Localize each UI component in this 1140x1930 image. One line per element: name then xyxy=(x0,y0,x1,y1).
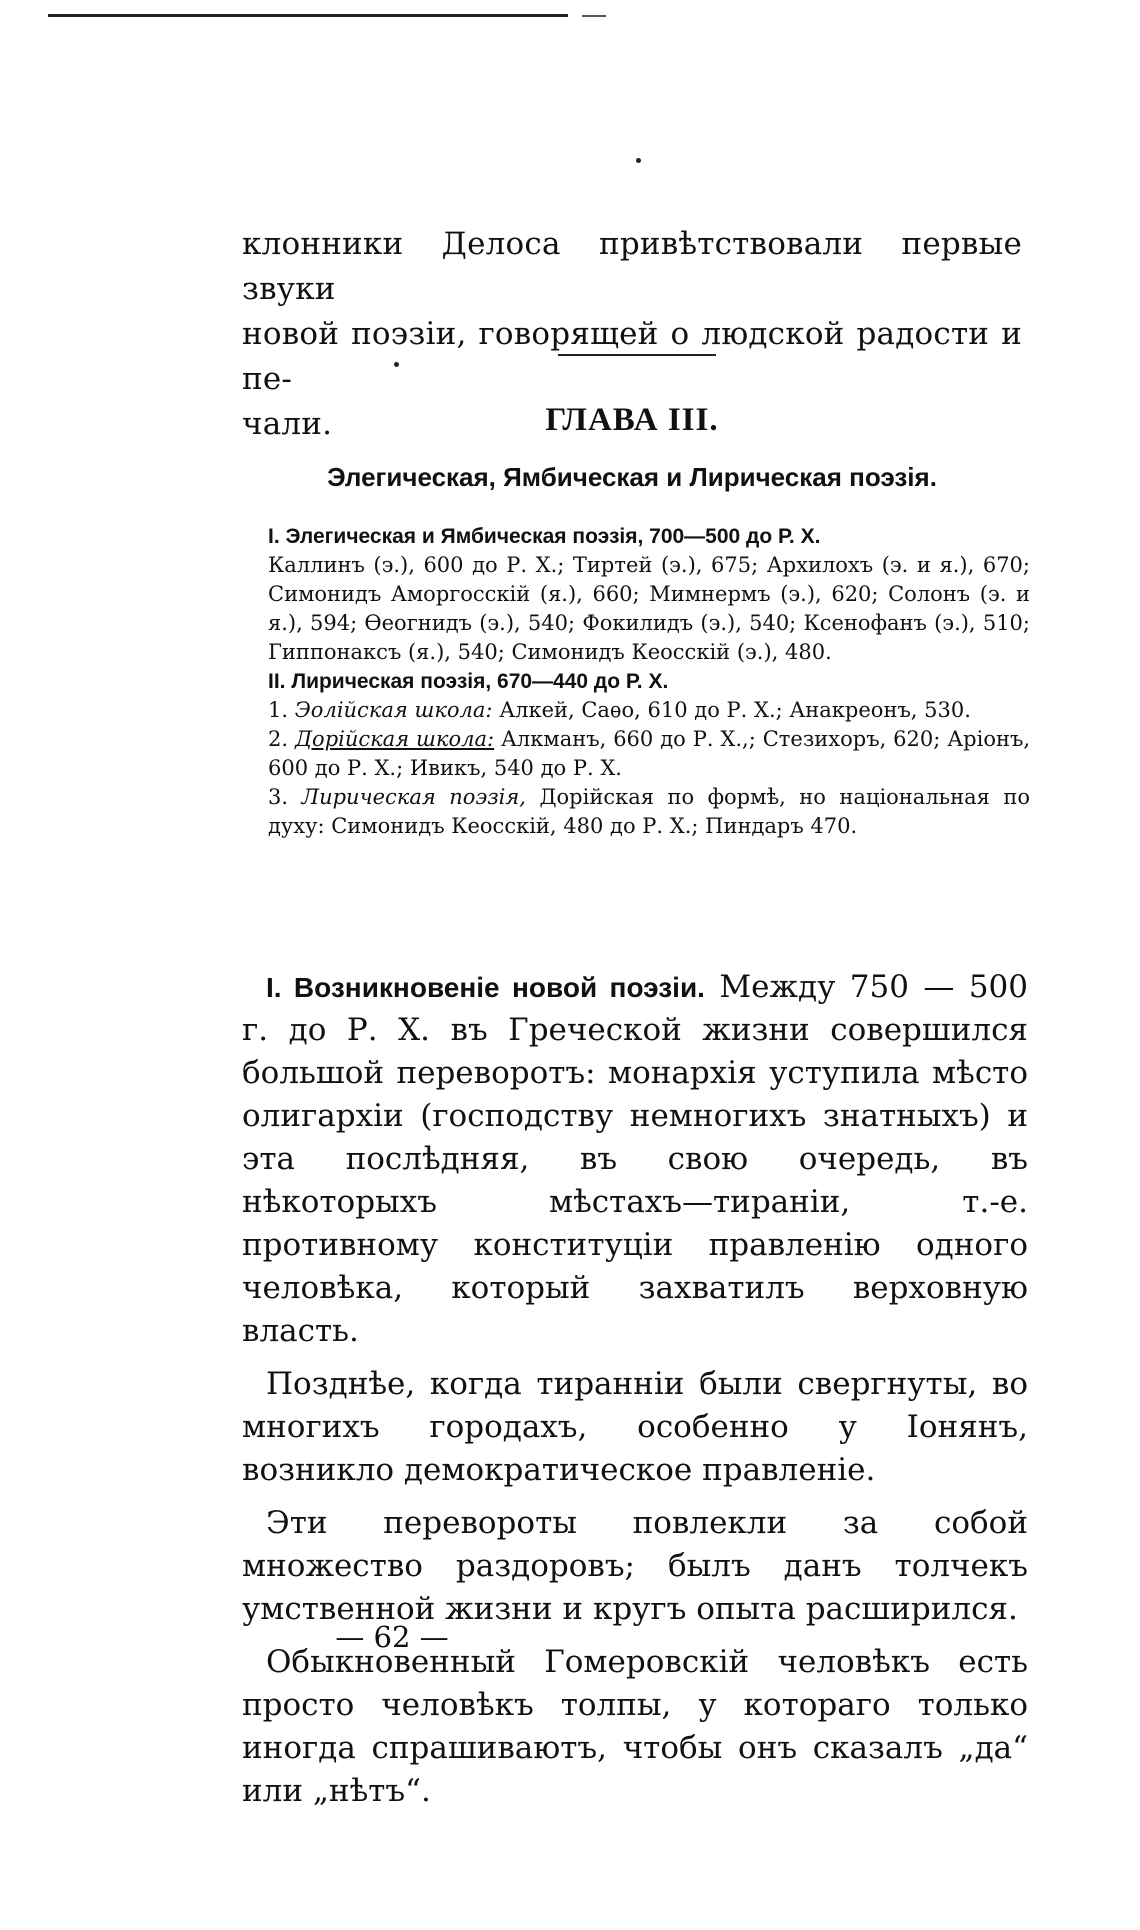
paragraph-text: Между 750 — 500 г. до Р. Х. въ Греческой жизни совершился большой переворотъ: монархія уступила мѣсто олигархіи (господству немногихъ знатныхъ) и эта послѣдняя, въ свою очередь, въ нѣкоторыхъ мѣстахъ—тираніи, т.-е. противному конституціи правленію одного человѣка, который захватилъ верховную власть. xyxy=(242,969,1028,1349)
paragraph-1 xyxy=(242,966,1028,1353)
opening-line: клонники Делоса привѣтствовали первые звуки xyxy=(242,226,1022,307)
summary-body-1: Каллинъ (э.), 600 до Р. Х.; Тиртей (э.), 675; Архилохъ (э. и я.), 670; Симонидъ Аморгосскій (я.), 660; Мимнермъ (э.), 620; Солонъ (э. и я.), 594; Ѳеогнидъ (э.), 540; Фокилидъ (э.), 540; Ксенофанъ (э.), 510; Гиппонаксъ (я.), 540; Симонидъ Кеосскій (э.), 480. xyxy=(268,553,1030,664)
summary-item-2: 2. Дорійская школа: Алкманъ, 660 до Р. Х.,; Стезихоръ, 620; Аріонъ, 600 до Р. Х.; Ивикъ, 540 до Р. Х. xyxy=(268,727,1031,780)
page-number: — 62 — xyxy=(335,1620,449,1654)
section-lead: I. Возникновеніе новой поэзіи. xyxy=(266,972,705,1003)
chapter-summary xyxy=(268,522,1030,841)
summary-heading-2: II. Лирическая поэзія, 670—440 до Р. Х. xyxy=(268,670,669,693)
scan-edge-line xyxy=(48,14,568,17)
chapter-title: ГЛАВА III. xyxy=(545,402,719,438)
scan-edge-mark xyxy=(582,15,606,17)
paragraph-4: Обыкновенный Гомеровскій человѣкъ есть просто человѣкъ толпы, у котораго только иногда спрашиваютъ, чтобы онъ сказалъ „да“ или „нѣтъ“. xyxy=(242,1644,1028,1809)
opening-line: новой поэзіи, говорящей о людской радости и пе- xyxy=(242,316,1022,397)
summary-item-1: 1. Эолійская школа: Алкей, Саѳо, 610 до Р. Х.; Анакреонъ, 530. xyxy=(268,698,971,722)
chapter-subtitle: Элегическая, Ямбическая и Лирическая поэзія. xyxy=(327,462,937,492)
main-text xyxy=(242,966,1028,1823)
paragraph-3: Эти перевороты повлекли за собой множество раздоровъ; былъ данъ толчекъ умственной жизни и кругъ опыта расширился. xyxy=(242,1505,1028,1627)
opening-line: чали. xyxy=(242,406,333,442)
section-divider xyxy=(558,354,716,356)
paragraph-2: Позднѣе, когда тиранніи были свергнуты, во многихъ городахъ, особенно у Іонянъ, возникло демократическое правленіе. xyxy=(242,1366,1028,1488)
summary-item-3: 3. Лирическая поэзія, Дорійская по формѣ, но національная по духу: Симонидъ Кеосскій, 480 до Р. Х.; Пиндаръ 470. xyxy=(268,785,1030,838)
summary-heading-1: I. Элегическая и Ямбическая поэзія, 700—500 до Р. Х. xyxy=(268,525,821,548)
ink-speck xyxy=(636,158,641,163)
